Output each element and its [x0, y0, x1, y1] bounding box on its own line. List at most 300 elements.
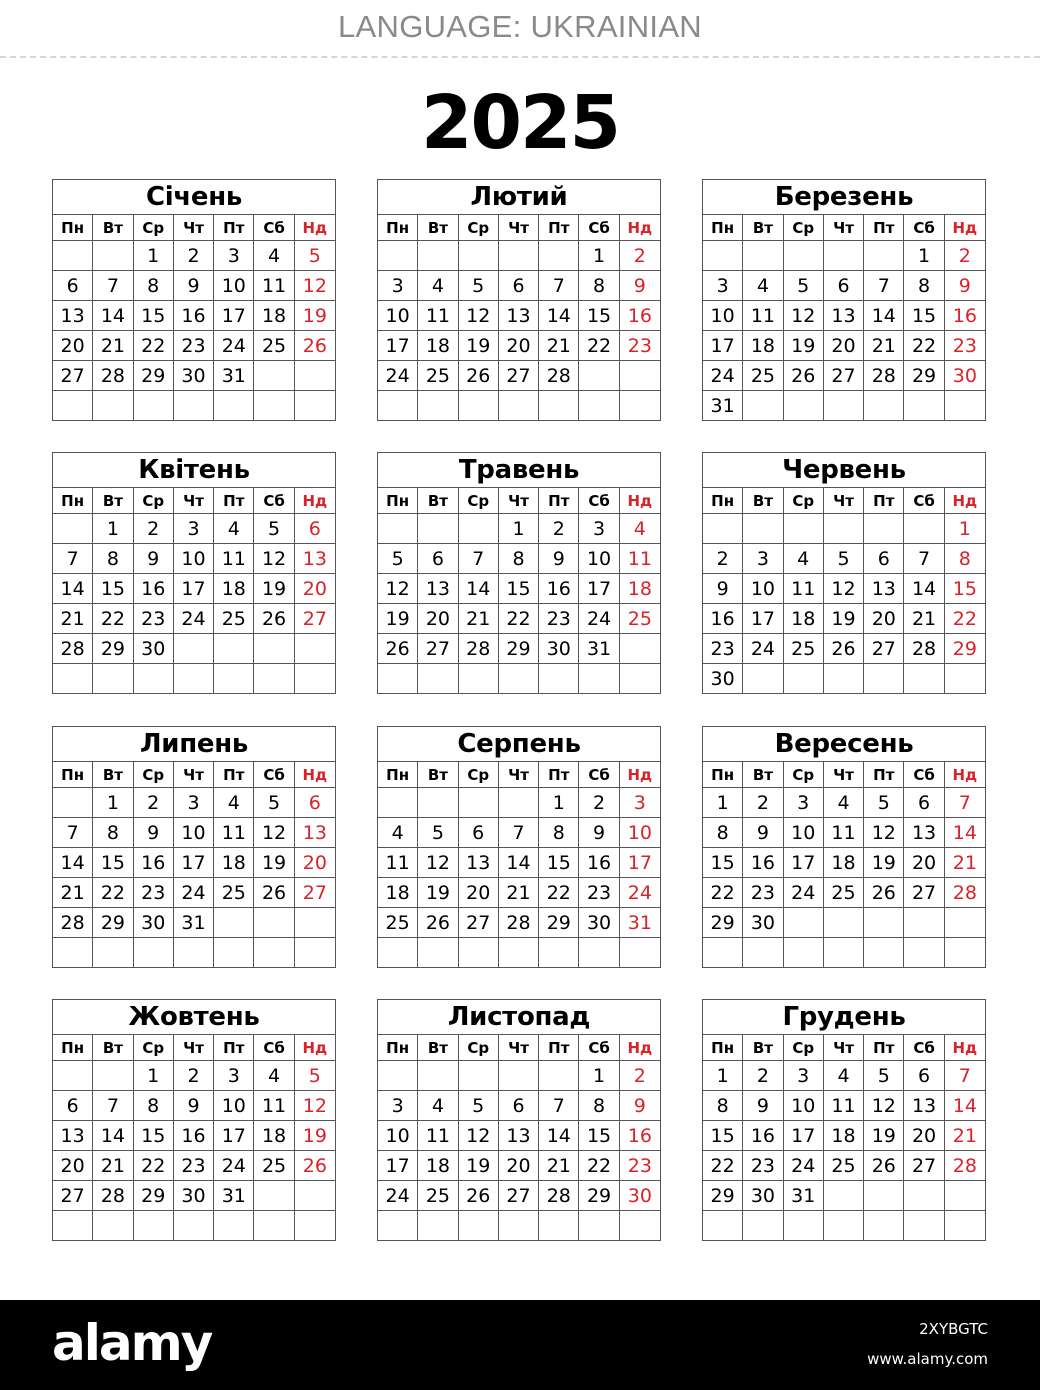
weekday-header: Ср [784, 488, 824, 514]
empty-cell [579, 1211, 619, 1241]
weekday-header: Пт [864, 488, 904, 514]
empty-cell [945, 938, 985, 968]
day-cell: 27 [295, 878, 335, 908]
day-cell: 28 [539, 361, 579, 391]
weekday-header: Вт [743, 1035, 783, 1061]
weekday-header: Вт [418, 215, 458, 241]
day-cell: 19 [459, 1151, 499, 1181]
day-cell: 13 [295, 544, 335, 574]
day-cell: 11 [254, 1091, 294, 1121]
empty-cell [378, 241, 418, 271]
weekday-header: Вт [743, 762, 783, 788]
empty-cell [295, 908, 335, 938]
day-cell: 31 [174, 908, 214, 938]
day-cell: 19 [459, 331, 499, 361]
day-cell: 15 [93, 848, 133, 878]
empty-cell [418, 1211, 458, 1241]
day-cell: 17 [214, 301, 254, 331]
day-cell: 21 [864, 331, 904, 361]
empty-cell [295, 664, 335, 694]
day-cell: 25 [784, 634, 824, 664]
month-grid [378, 488, 660, 694]
empty-cell [539, 391, 579, 421]
day-cell: 15 [703, 848, 743, 878]
day-cell: 16 [945, 301, 985, 331]
day-cell: 1 [579, 1061, 619, 1091]
empty-cell [214, 391, 254, 421]
day-cell: 13 [904, 1091, 944, 1121]
day-cell: 13 [904, 818, 944, 848]
day-cell: 6 [459, 818, 499, 848]
empty-cell [904, 514, 944, 544]
empty-cell [214, 634, 254, 664]
weekday-header: Вт [418, 762, 458, 788]
day-cell: 23 [134, 604, 174, 634]
day-cell: 26 [254, 604, 294, 634]
day-cell: 27 [418, 634, 458, 664]
day-cell: 15 [539, 848, 579, 878]
day-cell: 18 [254, 301, 294, 331]
day-cell: 9 [703, 574, 743, 604]
empty-cell [499, 788, 539, 818]
month-title: Лютий [378, 180, 660, 215]
day-cell: 10 [784, 818, 824, 848]
day-cell: 27 [53, 361, 93, 391]
day-cell: 10 [378, 1121, 418, 1151]
day-cell: 19 [864, 1121, 904, 1151]
weekday-header: Чт [499, 215, 539, 241]
day-cell: 19 [824, 604, 864, 634]
day-cell: 21 [904, 604, 944, 634]
day-cell: 7 [53, 544, 93, 574]
weekday-header: Сб [579, 215, 619, 241]
empty-cell [174, 664, 214, 694]
weekday-header: Сб [579, 1035, 619, 1061]
day-cell: 21 [53, 878, 93, 908]
day-cell: 23 [620, 1151, 660, 1181]
day-cell: 22 [703, 1151, 743, 1181]
day-cell: 22 [904, 331, 944, 361]
empty-cell [743, 391, 783, 421]
weekday-header: Нд [945, 762, 985, 788]
day-cell: 3 [743, 544, 783, 574]
empty-cell [378, 938, 418, 968]
empty-cell [784, 908, 824, 938]
watermark-footer [0, 1300, 1040, 1390]
month-title: Березень [703, 180, 985, 215]
day-cell: 13 [864, 574, 904, 604]
day-cell: 3 [620, 788, 660, 818]
weekday-header: Сб [904, 1035, 944, 1061]
day-cell: 27 [499, 361, 539, 391]
language-label: LANGUAGE: UKRAINIAN [337, 9, 702, 44]
month-calendar [52, 179, 336, 421]
day-cell: 15 [93, 574, 133, 604]
day-cell: 14 [539, 1121, 579, 1151]
day-cell: 28 [93, 361, 133, 391]
weekday-header: Сб [579, 762, 619, 788]
empty-cell [134, 664, 174, 694]
empty-cell [378, 788, 418, 818]
empty-cell [620, 1211, 660, 1241]
empty-cell [499, 391, 539, 421]
day-cell: 24 [784, 878, 824, 908]
empty-cell [703, 241, 743, 271]
weekday-header: Чт [824, 488, 864, 514]
month-calendar [702, 179, 986, 421]
day-cell: 18 [824, 848, 864, 878]
day-cell: 14 [459, 574, 499, 604]
empty-cell [864, 514, 904, 544]
weekday-header: Пт [539, 762, 579, 788]
day-cell: 23 [945, 331, 985, 361]
empty-cell [620, 391, 660, 421]
empty-cell [539, 1211, 579, 1241]
day-cell: 2 [134, 788, 174, 818]
day-cell: 25 [620, 604, 660, 634]
day-cell: 25 [254, 1151, 294, 1181]
month-grid [703, 762, 985, 968]
day-cell: 19 [864, 848, 904, 878]
day-cell: 10 [620, 818, 660, 848]
day-cell: 21 [499, 878, 539, 908]
day-cell: 2 [743, 788, 783, 818]
day-cell: 7 [53, 818, 93, 848]
day-cell: 3 [378, 1091, 418, 1121]
day-cell: 12 [295, 271, 335, 301]
day-cell: 6 [499, 271, 539, 301]
day-cell: 17 [214, 1121, 254, 1151]
empty-cell [93, 241, 133, 271]
day-cell: 5 [254, 788, 294, 818]
day-cell: 2 [743, 1061, 783, 1091]
day-cell: 6 [418, 544, 458, 574]
month-title: Жовтень [53, 1000, 335, 1035]
empty-cell [295, 938, 335, 968]
empty-cell [418, 938, 458, 968]
day-cell: 5 [295, 241, 335, 271]
day-cell: 11 [824, 818, 864, 848]
empty-cell [579, 938, 619, 968]
day-cell: 7 [904, 544, 944, 574]
weekday-header: Чт [174, 215, 214, 241]
weekday-header: Нд [295, 762, 335, 788]
weekday-header: Пт [214, 215, 254, 241]
day-cell: 10 [784, 1091, 824, 1121]
day-cell: 31 [703, 391, 743, 421]
month-title: Травень [378, 453, 660, 488]
weekday-header: Нд [620, 215, 660, 241]
day-cell: 7 [864, 271, 904, 301]
weekday-header: Пн [703, 488, 743, 514]
day-cell: 31 [784, 1181, 824, 1211]
day-cell: 5 [295, 1061, 335, 1091]
month-calendar [377, 452, 661, 694]
day-cell: 6 [904, 788, 944, 818]
day-cell: 8 [539, 818, 579, 848]
day-cell: 8 [93, 544, 133, 574]
empty-cell [254, 908, 294, 938]
empty-cell [53, 391, 93, 421]
empty-cell [459, 938, 499, 968]
day-cell: 10 [214, 271, 254, 301]
day-cell: 22 [945, 604, 985, 634]
weekday-header: Нд [295, 215, 335, 241]
day-cell: 15 [945, 574, 985, 604]
empty-cell [743, 664, 783, 694]
day-cell: 17 [784, 1121, 824, 1151]
day-cell: 2 [620, 1061, 660, 1091]
day-cell: 16 [134, 574, 174, 604]
weekday-header: Вт [418, 488, 458, 514]
day-cell: 4 [620, 514, 660, 544]
empty-cell [93, 1211, 133, 1241]
empty-cell [904, 1181, 944, 1211]
empty-cell [824, 391, 864, 421]
empty-cell [254, 664, 294, 694]
empty-cell [459, 514, 499, 544]
day-cell: 16 [743, 1121, 783, 1151]
day-cell: 12 [864, 818, 904, 848]
day-cell: 27 [904, 1151, 944, 1181]
empty-cell [703, 514, 743, 544]
weekday-header: Сб [579, 488, 619, 514]
day-cell: 17 [703, 331, 743, 361]
day-cell: 20 [824, 331, 864, 361]
day-cell: 21 [459, 604, 499, 634]
day-cell: 24 [214, 1151, 254, 1181]
day-cell: 8 [579, 1091, 619, 1121]
day-cell: 30 [539, 634, 579, 664]
day-cell: 21 [93, 331, 133, 361]
day-cell: 30 [945, 361, 985, 391]
day-cell: 17 [378, 331, 418, 361]
day-cell: 16 [539, 574, 579, 604]
empty-cell [539, 241, 579, 271]
day-cell: 14 [864, 301, 904, 331]
day-cell: 29 [945, 634, 985, 664]
empty-cell [134, 1211, 174, 1241]
day-cell: 13 [459, 848, 499, 878]
day-cell: 12 [418, 848, 458, 878]
day-cell: 18 [214, 848, 254, 878]
day-cell: 2 [579, 788, 619, 818]
day-cell: 29 [499, 634, 539, 664]
day-cell: 8 [703, 818, 743, 848]
day-cell: 3 [703, 271, 743, 301]
day-cell: 22 [579, 331, 619, 361]
weekday-header: Вт [743, 215, 783, 241]
day-cell: 2 [620, 241, 660, 271]
weekday-header: Ср [134, 1035, 174, 1061]
empty-cell [254, 361, 294, 391]
empty-cell [620, 634, 660, 664]
day-cell: 9 [743, 818, 783, 848]
day-cell: 15 [499, 574, 539, 604]
day-cell: 16 [620, 301, 660, 331]
day-cell: 17 [174, 574, 214, 604]
day-cell: 4 [824, 1061, 864, 1091]
day-cell: 13 [824, 301, 864, 331]
day-cell: 13 [499, 301, 539, 331]
day-cell: 28 [864, 361, 904, 391]
weekday-header: Пн [53, 488, 93, 514]
day-cell: 26 [295, 331, 335, 361]
day-cell: 11 [254, 271, 294, 301]
empty-cell [499, 938, 539, 968]
empty-cell [174, 938, 214, 968]
day-cell: 29 [93, 634, 133, 664]
day-cell: 4 [824, 788, 864, 818]
day-cell: 24 [378, 1181, 418, 1211]
empty-cell [418, 1061, 458, 1091]
day-cell: 17 [620, 848, 660, 878]
empty-cell [579, 664, 619, 694]
day-cell: 27 [459, 908, 499, 938]
day-cell: 1 [134, 241, 174, 271]
day-cell: 2 [539, 514, 579, 544]
empty-cell [864, 241, 904, 271]
day-cell: 9 [539, 544, 579, 574]
weekday-header: Нд [945, 1035, 985, 1061]
empty-cell [295, 1211, 335, 1241]
day-cell: 20 [499, 1151, 539, 1181]
alamy-logo: alamy [52, 1314, 212, 1372]
day-cell: 22 [134, 331, 174, 361]
day-cell: 10 [378, 301, 418, 331]
weekday-header: Пн [703, 762, 743, 788]
day-cell: 7 [499, 818, 539, 848]
weekday-header: Ср [784, 215, 824, 241]
day-cell: 20 [295, 848, 335, 878]
weekday-header: Чт [499, 762, 539, 788]
day-cell: 22 [134, 1151, 174, 1181]
day-cell: 14 [945, 1091, 985, 1121]
empty-cell [579, 361, 619, 391]
day-cell: 12 [824, 574, 864, 604]
empty-cell [824, 241, 864, 271]
weekday-header: Вт [418, 1035, 458, 1061]
empty-cell [378, 1211, 418, 1241]
day-cell: 7 [93, 271, 133, 301]
day-cell: 27 [295, 604, 335, 634]
day-cell: 5 [864, 1061, 904, 1091]
empty-cell [824, 664, 864, 694]
weekday-header: Пт [539, 215, 579, 241]
empty-cell [904, 664, 944, 694]
empty-cell [743, 938, 783, 968]
day-cell: 17 [579, 574, 619, 604]
empty-cell [743, 241, 783, 271]
weekday-header: Нд [295, 488, 335, 514]
day-cell: 3 [174, 788, 214, 818]
day-cell: 4 [378, 818, 418, 848]
empty-cell [499, 664, 539, 694]
weekday-header: Вт [93, 762, 133, 788]
day-cell: 4 [214, 788, 254, 818]
month-calendar [52, 999, 336, 1241]
empty-cell [295, 391, 335, 421]
day-cell: 8 [904, 271, 944, 301]
day-cell: 4 [418, 1091, 458, 1121]
empty-cell [620, 664, 660, 694]
day-cell: 4 [254, 1061, 294, 1091]
day-cell: 12 [459, 1121, 499, 1151]
day-cell: 17 [784, 848, 824, 878]
weekday-header: Сб [254, 488, 294, 514]
day-cell: 22 [703, 878, 743, 908]
month-grid [703, 215, 985, 421]
empty-cell [174, 634, 214, 664]
day-cell: 27 [824, 361, 864, 391]
day-cell: 19 [254, 574, 294, 604]
day-cell: 17 [378, 1151, 418, 1181]
day-cell: 22 [579, 1151, 619, 1181]
day-cell: 22 [539, 878, 579, 908]
day-cell: 6 [904, 1061, 944, 1091]
day-cell: 20 [459, 878, 499, 908]
day-cell: 24 [743, 634, 783, 664]
day-cell: 28 [53, 634, 93, 664]
day-cell: 29 [579, 1181, 619, 1211]
day-cell: 24 [703, 361, 743, 391]
day-cell: 25 [418, 361, 458, 391]
month-calendar [52, 726, 336, 968]
day-cell: 2 [174, 241, 214, 271]
day-cell: 25 [824, 878, 864, 908]
empty-cell [134, 938, 174, 968]
empty-cell [784, 1211, 824, 1241]
empty-cell [254, 634, 294, 664]
day-cell: 15 [579, 1121, 619, 1151]
day-cell: 1 [134, 1061, 174, 1091]
empty-cell [620, 938, 660, 968]
day-cell: 1 [703, 788, 743, 818]
month-title: Червень [703, 453, 985, 488]
day-cell: 9 [743, 1091, 783, 1121]
day-cell: 3 [174, 514, 214, 544]
day-cell: 12 [864, 1091, 904, 1121]
day-cell: 11 [784, 574, 824, 604]
day-cell: 25 [254, 331, 294, 361]
empty-cell [539, 664, 579, 694]
day-cell: 16 [174, 301, 214, 331]
day-cell: 28 [539, 1181, 579, 1211]
weekday-header: Пн [378, 215, 418, 241]
weekday-header: Чт [499, 1035, 539, 1061]
weekday-header: Нд [620, 488, 660, 514]
day-cell: 26 [864, 1151, 904, 1181]
month-calendar [377, 726, 661, 968]
empty-cell [784, 241, 824, 271]
empty-cell [945, 664, 985, 694]
weekday-header: Чт [174, 1035, 214, 1061]
empty-cell [214, 1211, 254, 1241]
month-title: Листопад [378, 1000, 660, 1035]
day-cell: 10 [174, 544, 214, 574]
day-cell: 5 [378, 544, 418, 574]
day-cell: 28 [945, 1151, 985, 1181]
day-cell: 24 [174, 604, 214, 634]
empty-cell [53, 241, 93, 271]
empty-cell [499, 1061, 539, 1091]
day-cell: 23 [134, 878, 174, 908]
day-cell: 4 [214, 514, 254, 544]
weekday-header: Пн [703, 1035, 743, 1061]
day-cell: 6 [295, 514, 335, 544]
weekday-header: Сб [904, 488, 944, 514]
day-cell: 21 [945, 848, 985, 878]
